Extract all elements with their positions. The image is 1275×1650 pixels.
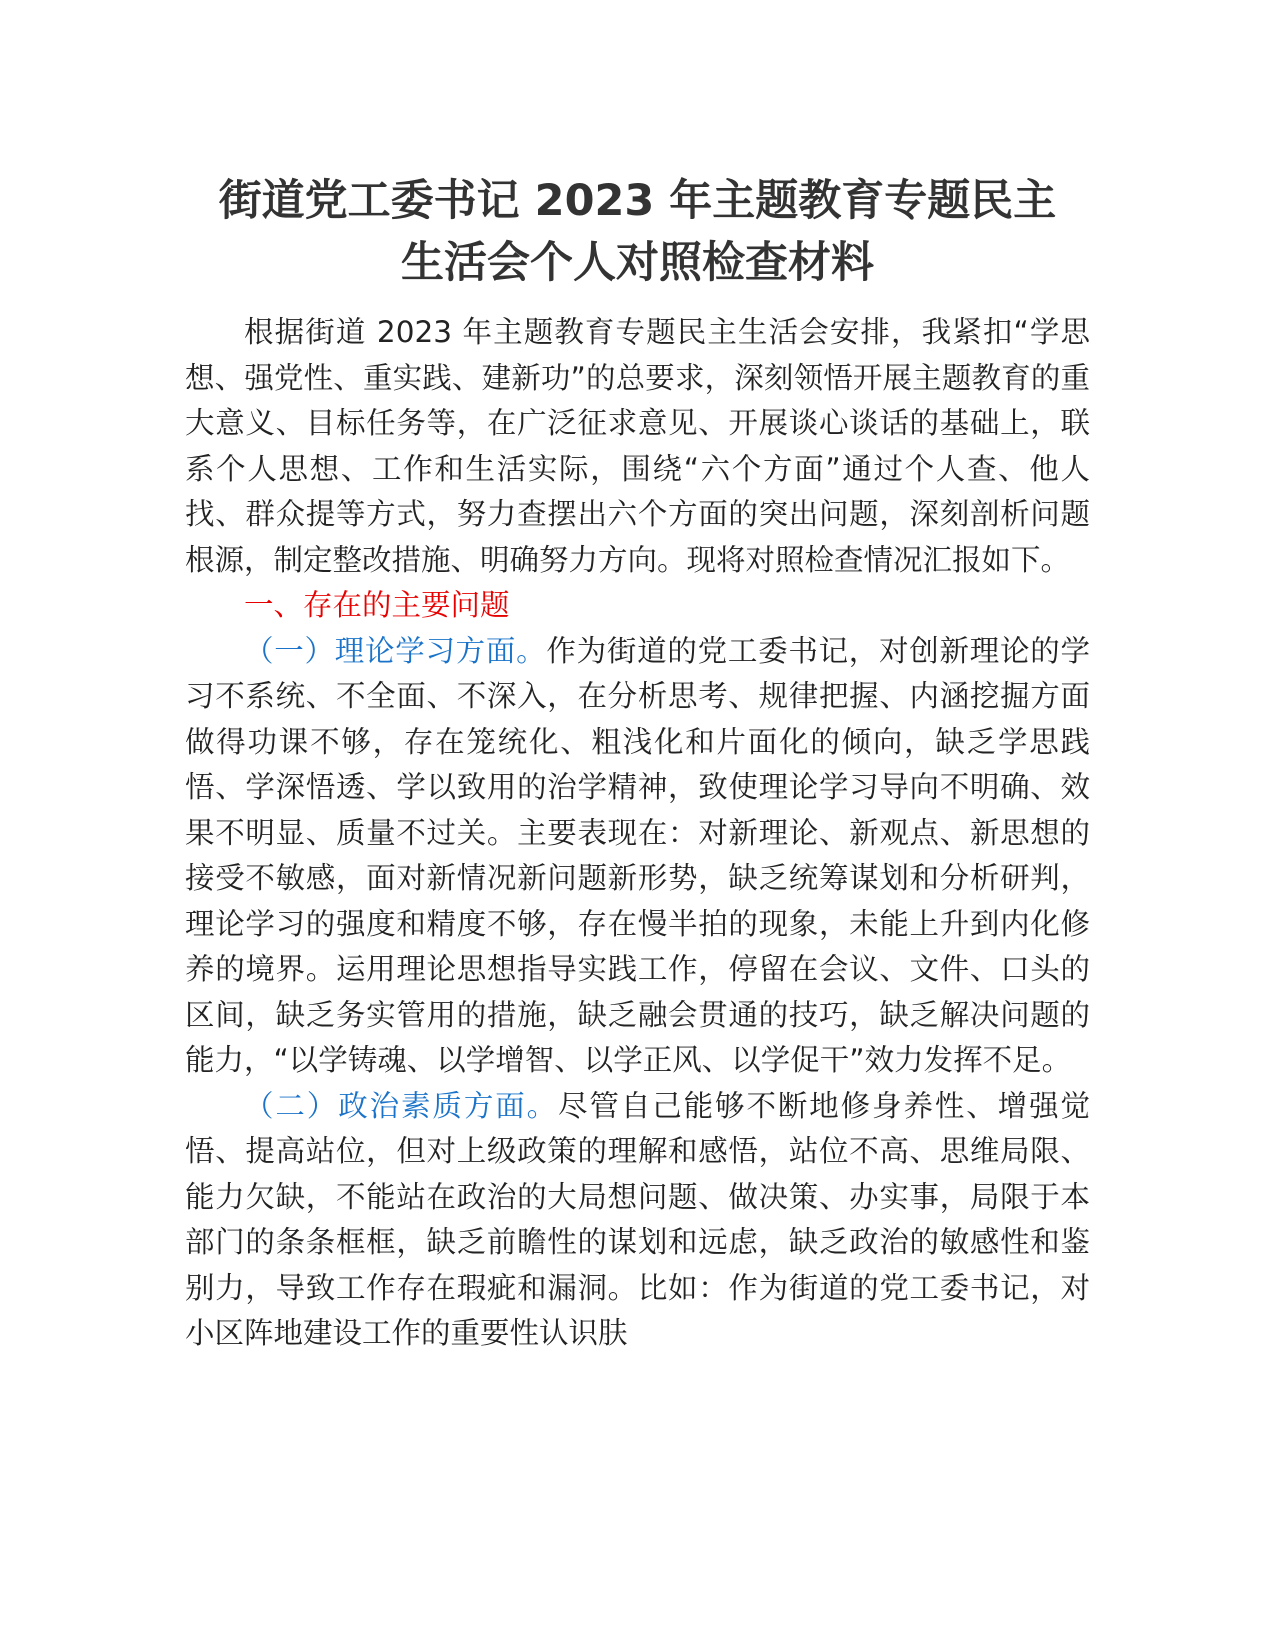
subsection-2-heading: （二）政治素质方面。	[244, 1088, 559, 1123]
section-heading	[185, 583, 1090, 629]
document-page	[185, 170, 1090, 1357]
subsection-1-paragraph	[185, 629, 1090, 1084]
section-1-heading: 一、存在的主要问题	[244, 588, 510, 622]
title-line-2: 生活会个人对照检查材料	[401, 238, 874, 288]
subsection-1-heading: （一）理论学习方面。	[244, 633, 547, 668]
subsection-1-text: 作为街道的党工委书记，对创新理论的学习不系统、不全面、不深入，在分析思考、规律把握、内涵挖掘方面做得功课不够，存在笼统化、粗浅化和片面化的倾向，缺乏学思践悟、学深悟透、学以致用的治学精神，致使理论学习导向不明确、效果不明显、质量不过关。主要表现在：对新理论、新观点、新思想的接受不敏感，面对新情况新问题新形势，缺乏统筹谋划和分析研判，理论学习的强度和精度不够，存在慢半拍的现象，未能上升到内化修养的境界。运用理论思想指导实践工作，停留在会议、文件、口头的区间，缺乏务实管用的措施，缺乏融会贯通的技巧，缺乏解决问题的能力，“以学铸魂、以学增智、以学正风、以学促干”效力发挥不足。	[185, 633, 1090, 1077]
document-title	[185, 170, 1090, 294]
intro-paragraph: 根据街道 2023 年主题教育专题民主生活会安排，我紧扣“学思想、强党性、重实践、建新功”的总要求，深刻领悟开展主题教育的重大意义、目标任务等，在广泛征求意见、开展谈心谈话的基础上，联系个人思想、工作和生活实际，围绕“六个方面”通过个人查、他人找、群众提等方式，努力查摆出六个方面的突出问题，深刻剖析问题根源，制定整改措施、明确努力方向。现将对照检查情况汇报如下。	[185, 315, 1090, 577]
document-body	[185, 310, 1090, 1357]
title-line-1: 街道党工委书记 2023 年主题教育专题民主	[218, 176, 1057, 226]
subsection-2-paragraph	[185, 1084, 1090, 1357]
subsection-2-text: 尽管自己能够不断地修身养性、增强觉悟、提高站位，但对上级政策的理解和感悟，站位不高、思维局限、能力欠缺，不能站在政治的大局想问题、做决策、办实事，局限于本部门的条条框框，缺乏前瞻性的谋划和远虑，缺乏政治的敏感性和鉴别力，导致工作存在瑕疵和漏洞。比如：作为街道的党工委书记，对小区阵地建设工作的重要性认识肤	[185, 1088, 1090, 1350]
